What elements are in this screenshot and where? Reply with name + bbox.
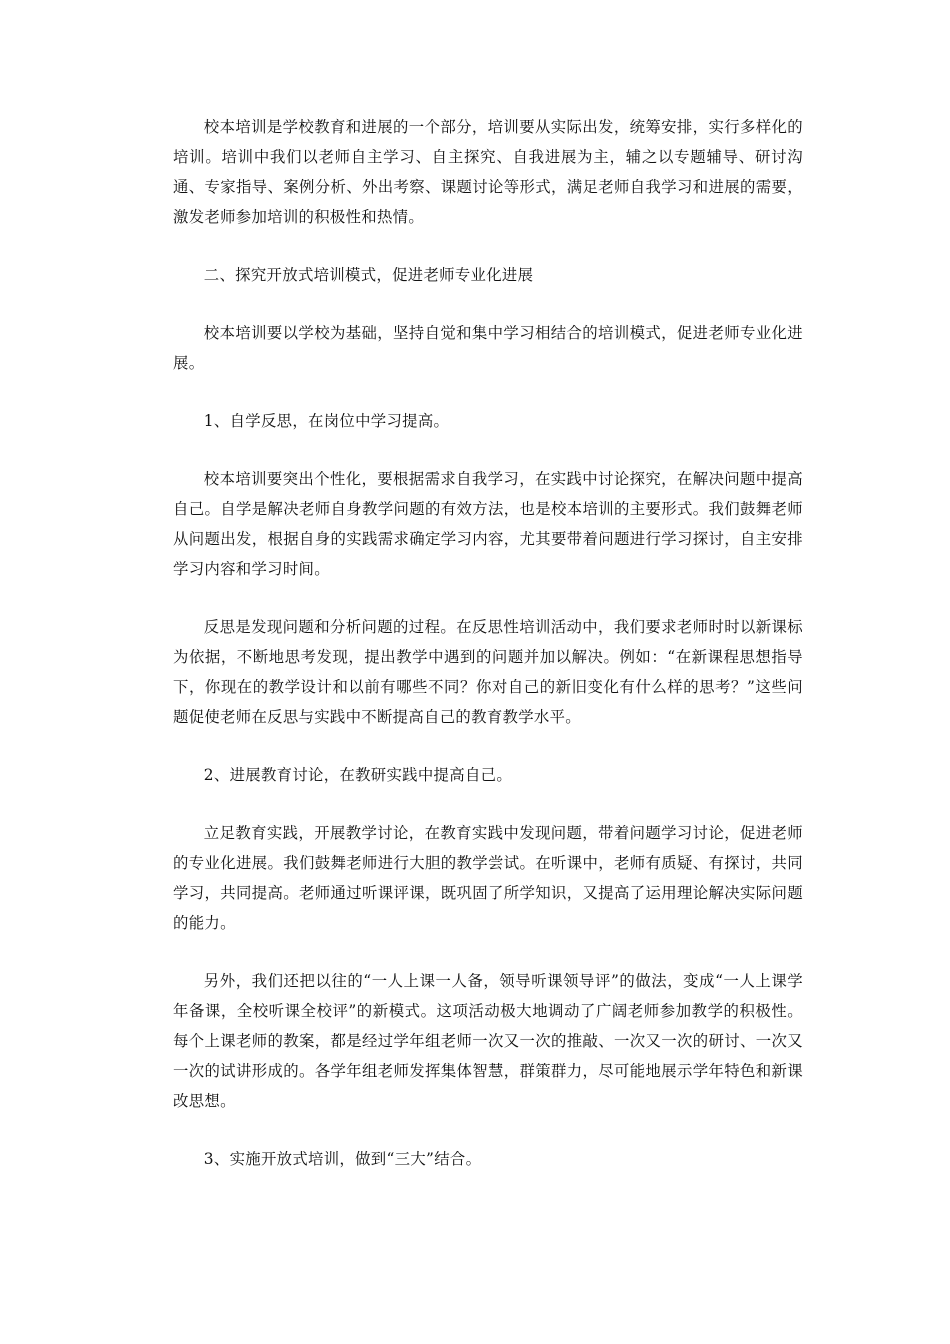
paragraph-reflection: 反思是发现问题和分析问题的过程。在反思性培训活动中，我们要求老师时时以新课标为依据，不断地思考发现，提出教学中遇到的问题并加以解决。例如：“在新课程思想指导下，你现在的教学设计和以前有哪些不同？你对自己的新旧变化有什么样的思考？”这些问题促使老师在反思与实践中不断提高自己的教育教学水平。: [173, 618, 803, 726]
paragraph-training-model: 校本培训要以学校为基础，坚持自觉和集中学习相结合的培训模式，促进老师专业化进展。: [173, 324, 803, 372]
section-heading-2: 二、探究开放式培训模式，促进老师专业化进展: [203, 266, 534, 284]
subheading-3: 3、实施开放式培训，做到“三大”结合。: [203, 1150, 482, 1168]
subheading-1: 1、自学反思，在岗位中学习提高。: [203, 412, 450, 430]
document-page: [173, 112, 803, 1202]
paragraph-new-model: 另外，我们还把以往的“一人上课一人备，领导听课领导评”的做法，变成“一人上课学年备课，全校听课全校评”的新模式。这项活动极大地调动了广阔老师参加教学的积极性。每个上课老师的教案，都是经过学年组老师一次又一次的推敲、一次又一次的研讨、一次又一次的试讲形成的。各学年组老师发挥集体智慧，群策群力，尽可能地展示学年特色和新课改思想。: [173, 972, 803, 1110]
subheading-2: 2、进展教育讨论，在教研实践中提高自己。: [203, 766, 513, 784]
paragraph-self-study: 校本培训要突出个性化，要根据需求自我学习，在实践中讨论探究，在解决问题中提高自己。自学是解决老师自身教学问题的有效方法，也是校本培训的主要形式。我们鼓舞老师从问题出发，根据自身的实践需求确定学习内容，尤其要带着问题进行学习探讨，自主安排学习内容和学习时间。: [173, 470, 803, 578]
paragraph-teaching-practice: 立足教育实践，开展教学讨论，在教育实践中发现问题，带着问题学习讨论，促进老师的专业化进展。我们鼓舞老师进行大胆的教学尝试。在听课中，老师有质疑、有探讨，共同学习，共同提高。老师通过听课评课，既巩固了所学知识，又提高了运用理论解决实际问题的能力。: [173, 824, 803, 932]
paragraph-school-training-intro: 校本培训是学校教育和进展的一个部分，培训要从实际出发，统筹安排，实行多样化的培训。培训中我们以老师自主学习、自主探究、自我进展为主，辅之以专题辅导、研讨沟通、专家指导、案例分析、外出考察、课题讨论等形式，满足老师自我学习和进展的需要，激发老师参加培训的积极性和热情。: [173, 118, 803, 226]
